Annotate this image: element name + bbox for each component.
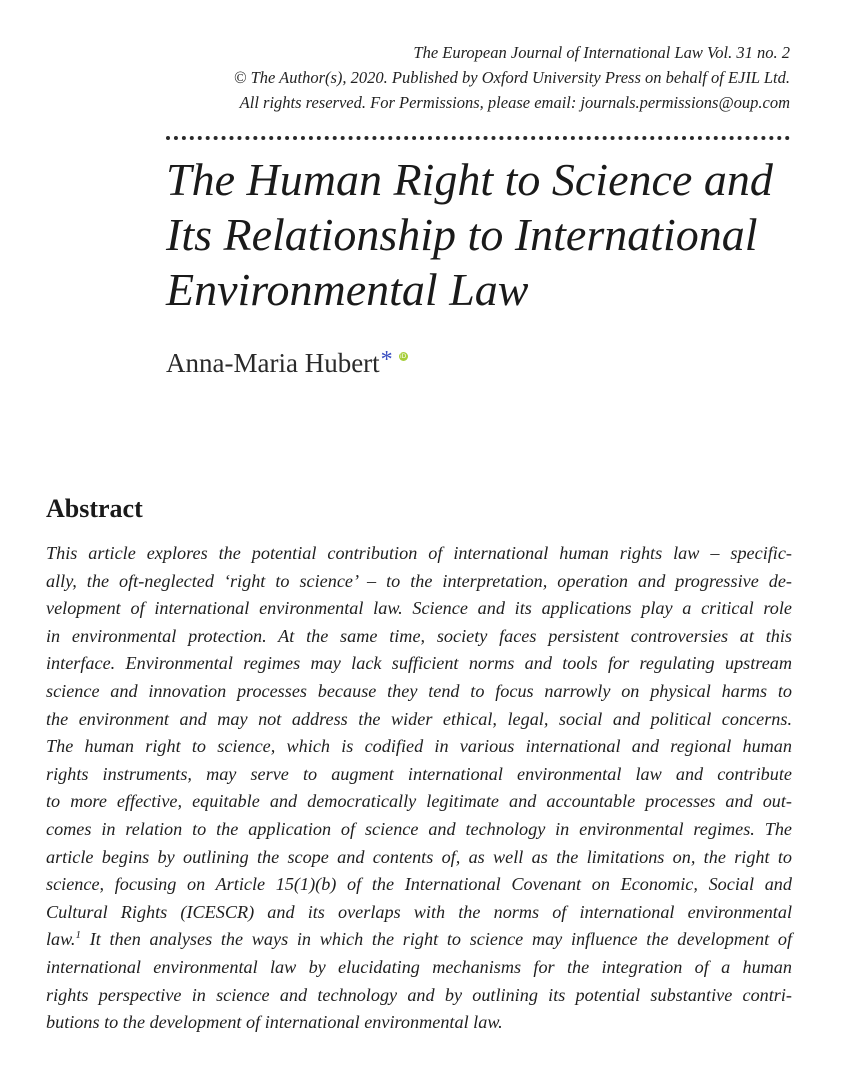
abstract-line: article begins by outlining the scope and contents of, as well as the limitations on, the right to: [46, 846, 792, 867]
abstract-line: Cultural Rights (ICESCR) and its overlaps with the norms of international environmental: [46, 901, 792, 922]
abstract-line: velopment of international environmental law. Science and its applications play a critical role: [46, 598, 792, 619]
journal-citation: The European Journal of International Law Vol. 31 no. 2: [413, 43, 790, 62]
abstract-line: in environmental protection. At the same time, society faces persistent controversies at this: [46, 625, 792, 646]
abstract-line: ally, the oft-neglected ‘right to science’ – to the interpretation, operation and progressive de-: [46, 570, 792, 591]
title-line: Its Relationship to International: [166, 209, 758, 260]
dotted-divider: [166, 136, 790, 140]
abstract-line: rights instruments, may serve to augment international environmental law and contribute: [46, 763, 792, 784]
abstract-line: comes in relation to the application of science and technology in environmental regimes. The: [46, 818, 792, 839]
article-title: [166, 152, 826, 317]
abstract-line: science and innovation processes because they tend to focus narrowly on physical harms to: [46, 680, 792, 701]
abstract-line: The human right to science, which is codified in various international and regional human: [46, 736, 792, 757]
footnote-line-rest: It then analyses the ways in which the right to science may influence the development of: [80, 929, 792, 950]
title-line: The Human Right to Science and: [166, 154, 773, 205]
abstract-line: science, focusing on Article 15(1)(b) of the International Covenant on Economic, Social and: [46, 874, 792, 895]
abstract-line: interface. Environmental regimes may lack sufficient norms and tools for regulating upstream: [46, 653, 792, 674]
title-line: Environmental Law: [166, 264, 529, 315]
copyright-notice: © The Author(s), 2020. Published by Oxford University Press on behalf of EJIL Ltd.: [233, 68, 790, 87]
footnote-link[interactable]: 1: [75, 929, 81, 942]
orcid-icon[interactable]: iD: [400, 353, 407, 360]
abstract-line-footnote: [46, 926, 792, 954]
abstract-line: international environmental law by elucidating mechanisms for the integration of a human: [46, 956, 792, 977]
journal-header: [110, 40, 790, 115]
abstract-line: the environment and may not address the wider ethical, legal, social and political concerns.: [46, 708, 792, 729]
footnote-line-start: law.: [46, 929, 76, 950]
abstract-line: rights perspective in science and technology and by outlining its potential substantive contri-: [46, 984, 792, 1005]
author-name: Anna-Maria Hubert: [166, 348, 380, 378]
author-footnote-link[interactable]: *: [380, 347, 393, 373]
abstract-line: butions to the development of international environmental law.: [46, 1012, 503, 1033]
author-byline: [166, 346, 408, 382]
abstract-line: to more effective, equitable and democratically legitimate and accountable processes and out-: [46, 791, 792, 812]
abstract-body: [46, 540, 792, 1037]
permissions-notice: All rights reserved. For Permissions, please email: journals.permissions@oup.com: [239, 93, 790, 112]
abstract-line: This article explores the potential contribution of international human rights law – specific-: [46, 543, 792, 563]
abstract-heading: Abstract: [46, 494, 143, 523]
